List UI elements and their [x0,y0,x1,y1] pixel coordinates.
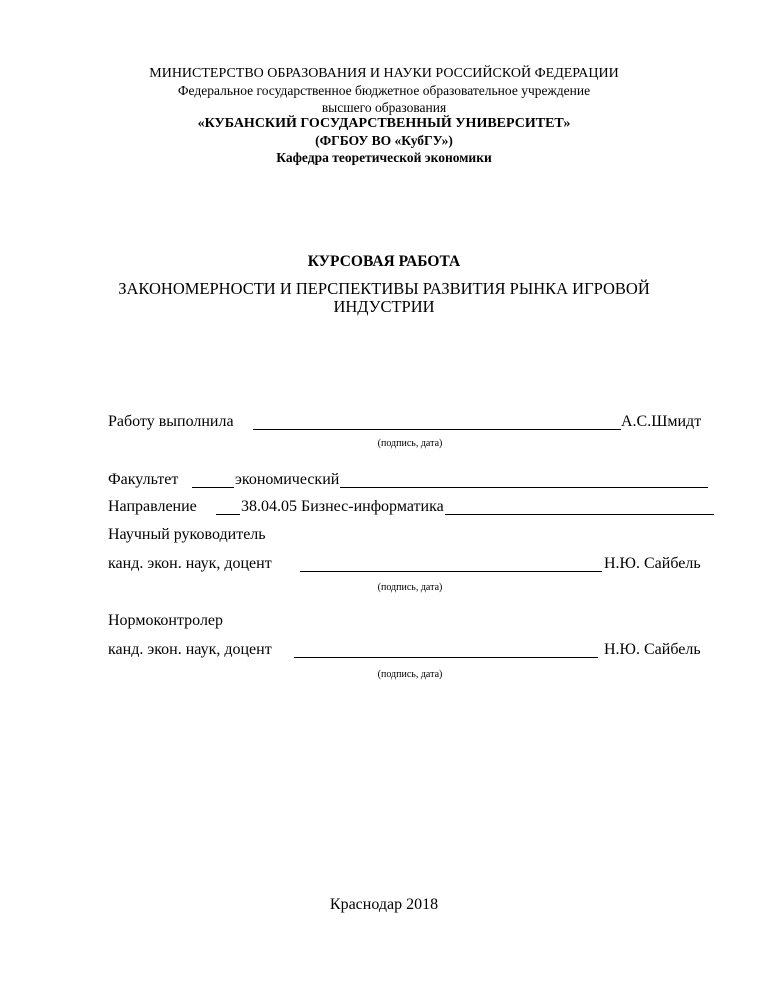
department-name: Кафедра теоретической экономики [276,150,492,165]
author-signature-hint: (подпись, дата) [377,438,443,449]
faculty-value: экономический [234,469,340,491]
ministry-line: МИНИСТЕРСТВО ОБРАЗОВАНИЯ И НАУКИ РОССИЙСКОЙ ФЕДЕРАЦИИ [149,66,619,81]
normcontrol-name: Н.Ю. Сайбель [604,641,701,658]
normcontrol-signature-hint: (подпись, дата) [377,669,443,680]
supervisor-heading-row [108,524,714,546]
normcontrol-row [108,639,714,661]
work-type-title: КУРСОВАЯ РАБОТА [307,253,461,270]
supervisor-label: Научный руководитель [108,526,266,543]
normcontrol-label: Нормоконтролер [108,612,224,629]
supervisor-row [108,553,714,575]
institution-type-line: Федеральное государственное бюджетное образовательное учреждение [177,83,591,98]
city-year: Краснодар 2018 [329,896,439,913]
topic-line-2: ИНДУСТРИИ [333,297,435,316]
author-name: А.С.Шмидт [621,413,702,430]
direction-row [108,496,714,518]
normcontrol-heading-row [108,610,714,632]
education-level-line: высшего образования [321,100,447,115]
normcontrol-signature-line [294,657,598,658]
direction-label: Направление [108,498,197,515]
faculty-label: Факультет [108,471,179,488]
normcontrol-title: канд. экон. наук, доцент [108,641,272,658]
author-label: Работу выполнила [108,413,234,430]
direction-value: 38.04.05 Бизнес-информатика [240,496,445,518]
supervisor-name: Н.Ю. Сайбель [604,555,701,572]
supervisor-title: канд. экон. наук, доцент [108,555,272,572]
author-signature-line [253,429,621,430]
faculty-row [108,469,714,491]
supervisor-signature-hint: (подпись, дата) [377,582,443,593]
university-abbreviation: (ФГБОУ ВО «КубГУ») [315,133,453,148]
topic-line-1: ЗАКОНОМЕРНОСТИ И ПЕРСПЕКТИВЫ РАЗВИТИЯ РЫНКА ИГРОВОЙ [118,279,650,298]
author-row [108,411,714,433]
university-name: «КУБАНСКИЙ ГОСУДАРСТВЕННЫЙ УНИВЕРСИТЕТ» [197,116,571,131]
supervisor-signature-line [300,571,602,572]
